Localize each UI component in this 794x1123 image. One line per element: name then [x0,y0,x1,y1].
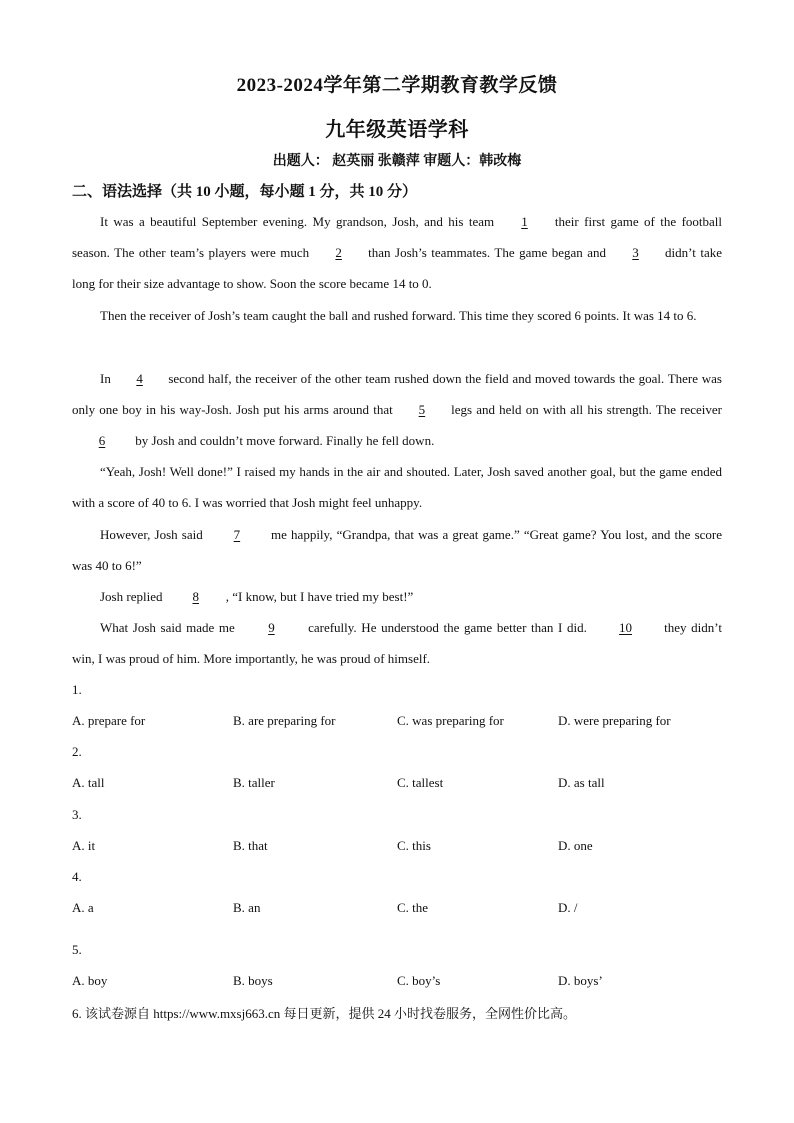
passage-paragraph-7 [72,612,722,674]
blank-8: 8 [192,589,199,604]
source-footer: 6. 该试卷源自 https://www.mxsj663.cn 每日更新，提供 24 小时找卷服务，全网性价比高。 [72,1006,576,1021]
option-c[interactable]: C. the [397,900,429,915]
option-c[interactable]: C. was preparing for [397,713,504,728]
blank-10: 10 [619,620,633,635]
paragraph-text: by Josh and couldn’t move forward. Finally he fell down. [132,433,435,448]
option-c[interactable]: C. boy’s [397,973,441,988]
option-b[interactable]: B. are preparing for [233,713,336,728]
paragraph-text: Then the receiver of Josh’s team caught the ball and rushed forward. This time they scored 6 points. It was 14 to 6. [100,308,697,323]
question-number: 4. [72,869,82,884]
option-b[interactable]: B. boys [233,973,273,988]
option-a[interactable]: A. it [72,838,96,853]
passage-paragraph-5 [72,519,722,581]
paragraph-text: second half, the receiver of the other team rushed down the field and moved towards the goal. There was only one boy in his way-Josh. Josh put his arms around that [72,371,722,417]
question-number: 3. [72,807,82,822]
option-d[interactable]: D. as tall [558,775,605,790]
paragraph-text: It was a beautiful September evening. My grandson, Josh, and his team [100,214,500,229]
option-b[interactable]: B. an [233,900,261,915]
paragraph-text: me happily, “Grandpa, that was a great game.” “Great game? You lost, and the score was 40 to 6!” [72,527,722,573]
blank-5: 5 [418,402,426,417]
passage-paragraph-3 [72,363,722,456]
paragraph-text: carefully. He understood the game better than I did. [303,620,592,635]
question-number: 2. [72,744,82,759]
passage-paragraph-6 [72,581,722,612]
option-a[interactable]: A. tall [72,775,105,790]
paragraph-text: their first game of the football season. The other team’s players were much [72,214,722,260]
option-a[interactable]: A. a [72,900,94,915]
paragraph-text: , “I know, but I have tried my best!” [225,589,414,604]
option-b[interactable]: B. taller [233,775,275,790]
paragraph-text: In [100,371,115,386]
option-d[interactable]: D. one [558,838,593,853]
option-a[interactable]: A. prepare for [72,713,146,728]
paragraph-text: didn’t take long for their size advantage to show. Soon the score became 14 to 0. [72,245,722,291]
blank-3: 3 [632,245,639,260]
paragraph-text: “Yeah, Josh! Well done!” I raised my hands in the air and shouted. Later, Josh saved another goal, but the game ended with a score of 40 to 6. I was worried that Josh might feel unhappy. [72,464,722,510]
option-a[interactable]: A. boy [72,973,108,988]
option-d[interactable]: D. boys’ [558,973,603,988]
question-number: 1. [72,682,82,697]
passage-paragraph-4 [72,456,722,518]
option-b[interactable]: B. that [233,838,268,853]
paragraph-text: However, Josh said [100,527,207,542]
blank-6: 6 [98,433,106,448]
blank-9: 9 [268,620,275,635]
author-line: 出题人： 赵英丽 张赣萍 审题人：韩改梅 [272,154,522,169]
blank-7: 7 [233,527,241,542]
question-number: 5. [72,942,82,957]
blank-2: 2 [335,245,342,260]
option-d[interactable]: D. were preparing for [558,713,671,728]
blank-4: 4 [136,371,143,386]
paragraph-text: they didn’t win, I was proud of him. More importantly, he was proud of himself. [72,620,723,666]
paragraph-text: What Josh said made me [100,620,240,635]
blank-1: 1 [521,214,528,229]
option-d[interactable]: D. / [558,900,578,915]
passage-paragraph-2 [72,300,722,331]
paragraph-text: Josh replied [100,589,166,604]
document-title: 2023-2024学年第二学期教育教学反馈 [236,75,558,96]
document-subtitle: 九年级英语学科 [325,119,469,141]
section-heading: 二、语法选择（共 10 小题，每小题 1 分，共 10 分） [72,184,418,200]
paragraph-text: than Josh’s teammates. The game began and [363,245,611,260]
paragraph-text: legs and held on with all his strength. The receiver [446,402,722,417]
option-c[interactable]: C. tallest [397,775,444,790]
passage-paragraph-1 [72,206,722,299]
option-c[interactable]: C. this [397,838,431,853]
